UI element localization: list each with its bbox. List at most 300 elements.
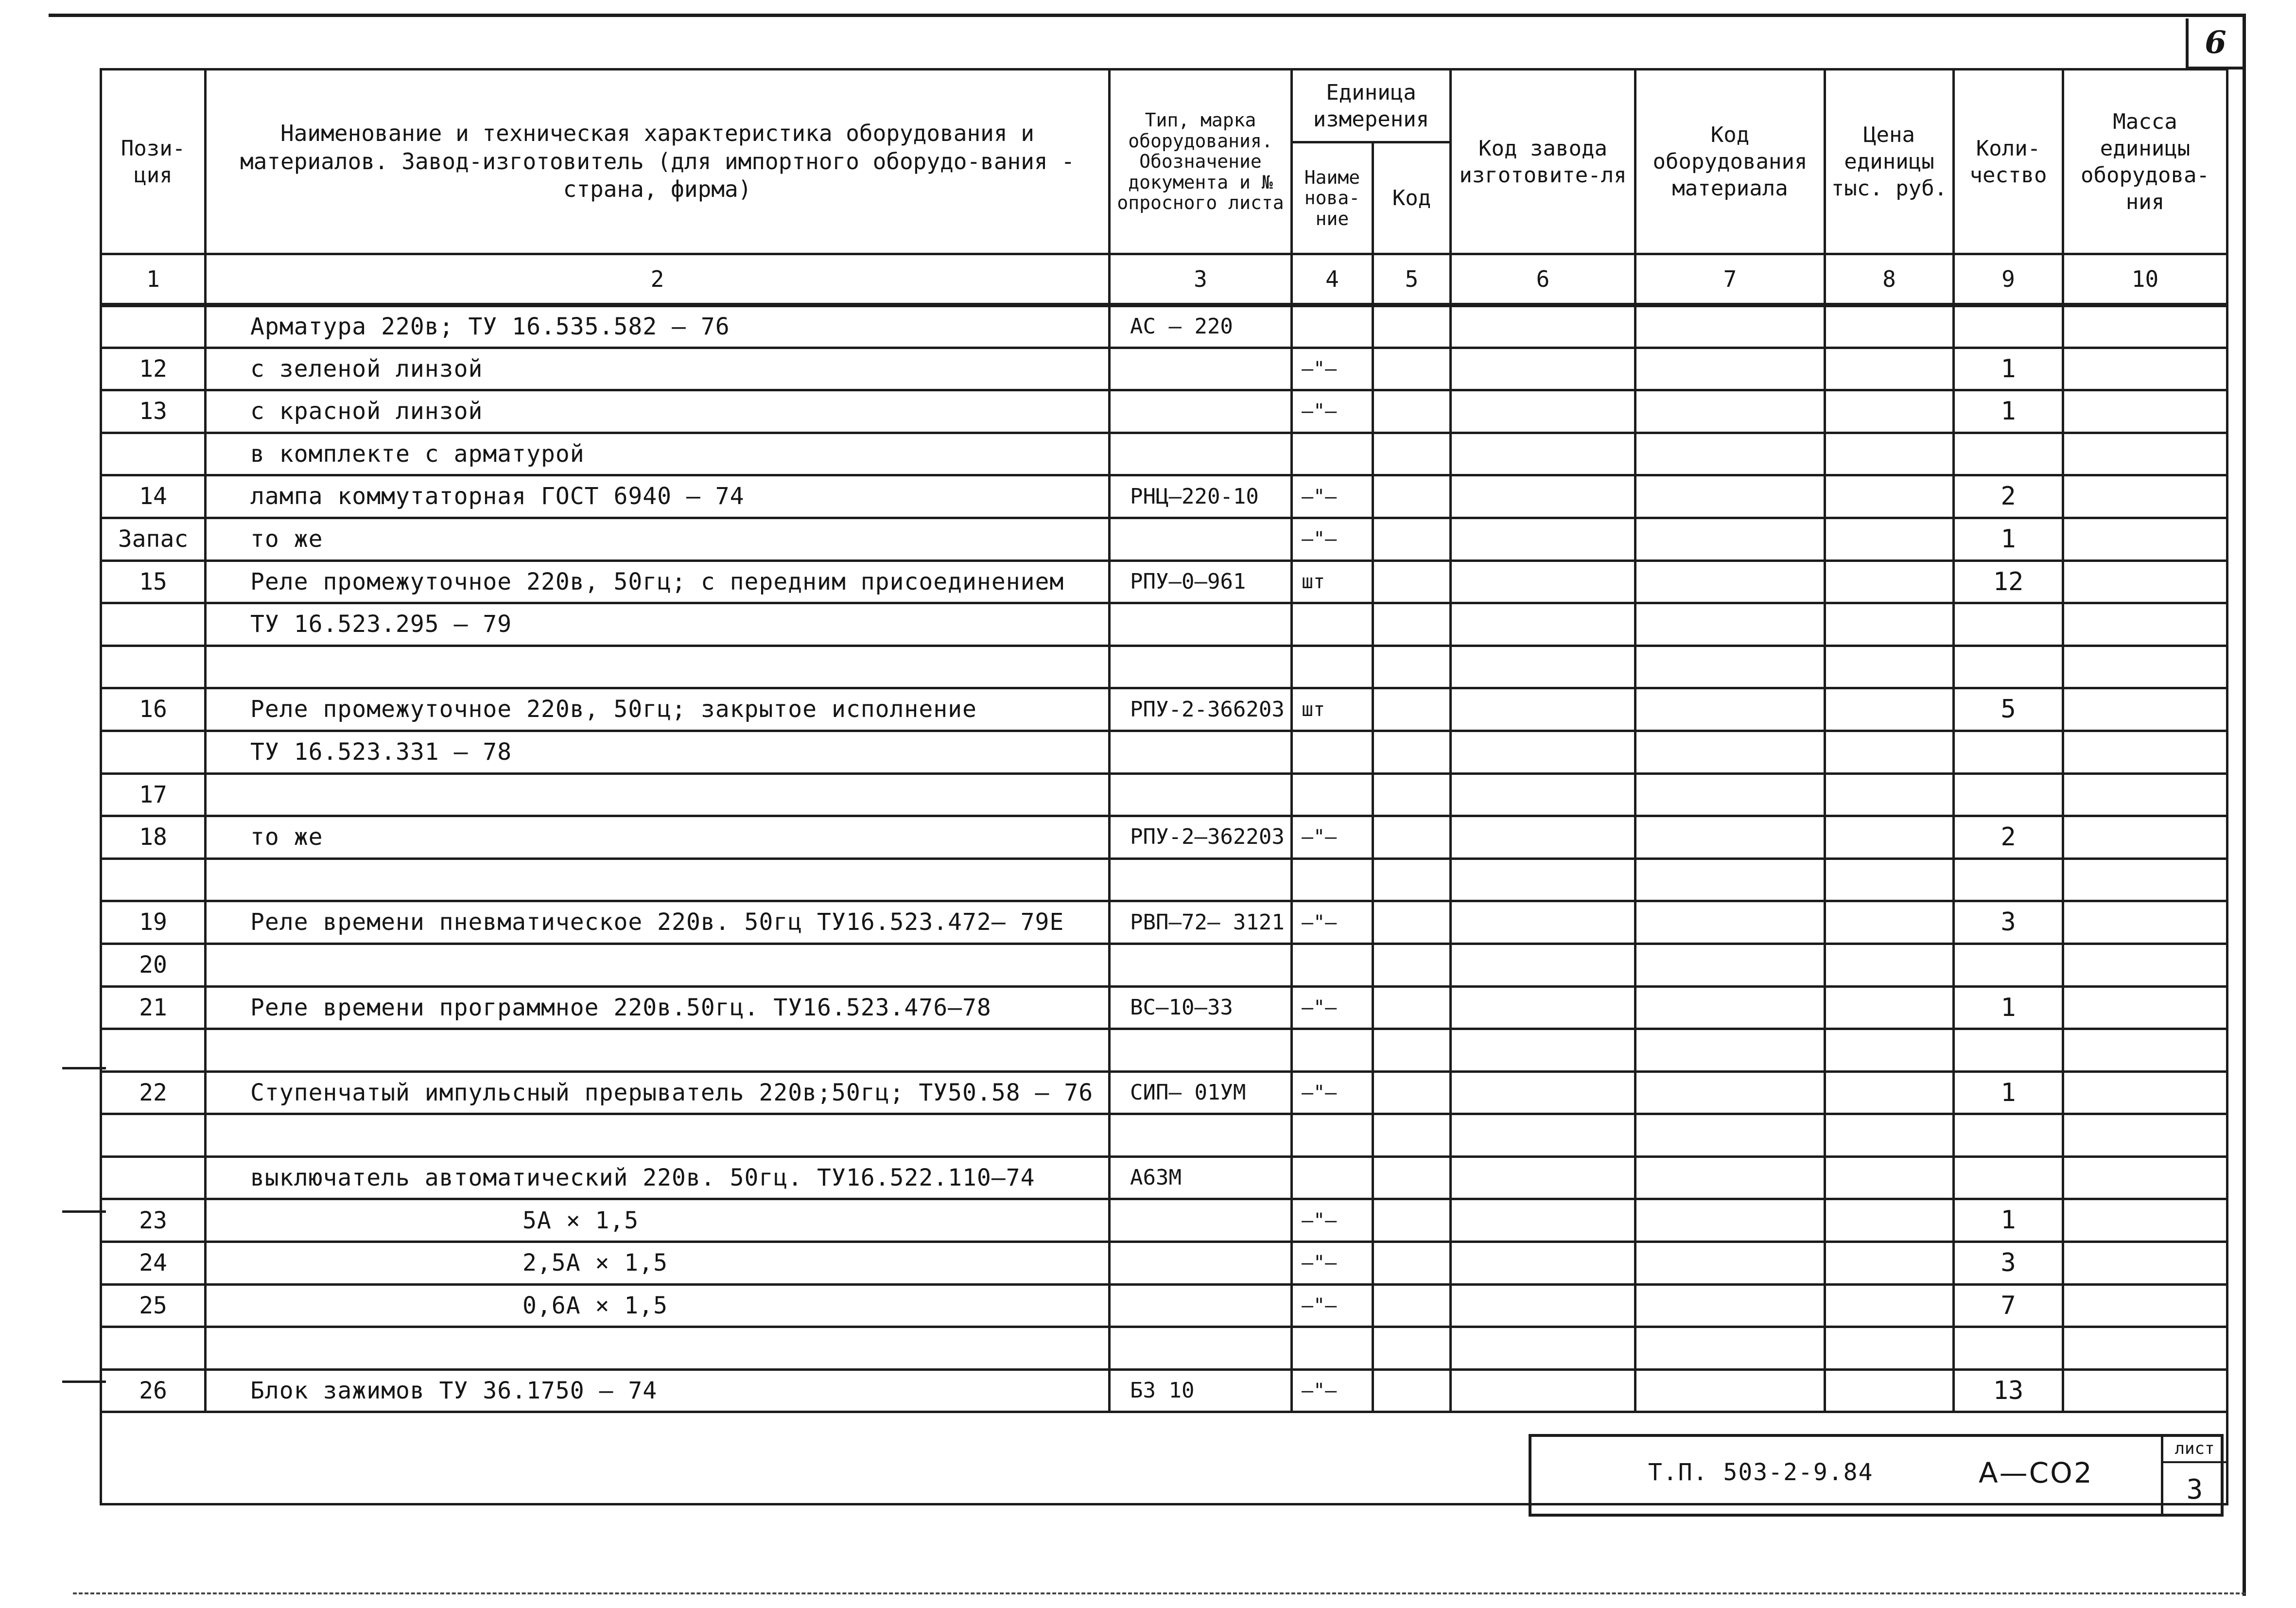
cell-position: 16: [101, 688, 206, 731]
column-number: 10: [2063, 254, 2227, 305]
cell-type: [1110, 646, 1292, 688]
cell-quantity: 1: [1954, 1199, 2063, 1242]
document-code: А—СО2: [1979, 1456, 2093, 1489]
cell-unit-name: [1292, 1029, 1373, 1072]
cell-name: Блок зажимов ТУ 36.1750 — 74: [206, 1369, 1110, 1412]
cell-price: [1825, 1114, 1954, 1157]
cell-factory-code: [1451, 773, 1635, 816]
cell-unit-name: —"—: [1292, 518, 1373, 560]
column-number-row: [101, 254, 2227, 305]
cell-price: [1825, 731, 1954, 773]
cell-factory-code: [1451, 986, 1635, 1029]
sheet-corner-number: 6: [2186, 18, 2243, 70]
column-number: 9: [1954, 254, 2063, 305]
cell-mass: [2063, 518, 2227, 560]
cell-name: в комплекте с арматурой: [206, 433, 1110, 475]
cell-price: [1825, 1156, 1954, 1199]
cell-name: Арматура 220в; ТУ 16.535.582 — 76: [206, 305, 1110, 348]
cell-mass: [2063, 986, 2227, 1029]
cell-unit-name: [1292, 433, 1373, 475]
cell-position: Запас: [101, 518, 206, 560]
cell-factory-code: [1451, 305, 1635, 348]
cell-unit-code: [1373, 816, 1451, 859]
cell-unit-name: —"—: [1292, 816, 1373, 859]
cell-factory-code: [1451, 688, 1635, 731]
cell-equipment-code: [1635, 1071, 1825, 1114]
cell-name: [206, 1327, 1110, 1370]
cell-position: 23: [101, 1199, 206, 1242]
cell-type: [1110, 944, 1292, 986]
cell-equipment-code: [1635, 518, 1825, 560]
cell-name: 2,5А × 1,5: [206, 1242, 1110, 1285]
cell-price: [1825, 475, 1954, 518]
cell-quantity: 3: [1954, 901, 2063, 944]
cell-type: [1110, 348, 1292, 390]
column-number: 3: [1110, 254, 1292, 305]
cell-quantity: [1954, 1156, 2063, 1199]
cell-type: [1110, 1284, 1292, 1327]
cell-price: [1825, 433, 1954, 475]
cell-unit-code: [1373, 1199, 1451, 1242]
cell-unit-name: [1292, 1327, 1373, 1370]
cell-name: Ступенчатый импульсный прерыватель 220в;50гц; ТУ50.58 — 76: [206, 1071, 1110, 1114]
cell-unit-name: —"—: [1292, 1284, 1373, 1327]
cell-type: АС — 220: [1110, 305, 1292, 348]
cell-equipment-code: [1635, 773, 1825, 816]
cell-factory-code: [1451, 433, 1635, 475]
cell-factory-code: [1451, 518, 1635, 560]
cell-mass: [2063, 1029, 2227, 1072]
page-frame-right: [2243, 14, 2246, 1596]
cell-mass: [2063, 390, 2227, 433]
cell-mass: [2063, 475, 2227, 518]
column-number: 8: [1825, 254, 1954, 305]
header-type: Тип, марка оборудования. Обозначение документа и № опросного листа: [1110, 70, 1292, 254]
cell-type: [1110, 1199, 1292, 1242]
table-row: [101, 1242, 2227, 1285]
cell-unit-code: [1373, 1327, 1451, 1370]
cell-factory-code: [1451, 816, 1635, 859]
cell-name: Реле промежуточное 220в, 50гц; закрытое исполнение: [206, 688, 1110, 731]
cell-mass: [2063, 1242, 2227, 1285]
cell-quantity: [1954, 858, 2063, 901]
cell-equipment-code: [1635, 433, 1825, 475]
cell-unit-code: [1373, 348, 1451, 390]
cell-quantity: [1954, 773, 2063, 816]
cell-unit-code: [1373, 475, 1451, 518]
cell-quantity: [1954, 646, 2063, 688]
cell-unit-code: [1373, 1284, 1451, 1327]
table-row: [101, 433, 2227, 475]
column-number: 7: [1635, 254, 1825, 305]
cell-name: лампа коммутаторная ГОСТ 6940 — 74: [206, 475, 1110, 518]
table-row: [101, 646, 2227, 688]
cell-name: ТУ 16.523.295 — 79: [206, 603, 1110, 646]
cell-position: [101, 603, 206, 646]
cell-position: [101, 1156, 206, 1199]
cell-factory-code: [1451, 1369, 1635, 1412]
cell-position: [101, 858, 206, 901]
cell-quantity: [1954, 305, 2063, 348]
cell-unit-name: [1292, 858, 1373, 901]
cell-position: 13: [101, 390, 206, 433]
column-number: 1: [101, 254, 206, 305]
table-row: [101, 518, 2227, 560]
cell-price: [1825, 986, 1954, 1029]
cell-unit-name: —"—: [1292, 901, 1373, 944]
cell-position: [101, 1114, 206, 1157]
column-number: 5: [1373, 254, 1451, 305]
cell-position: 14: [101, 475, 206, 518]
cell-position: [101, 1327, 206, 1370]
cell-name: [206, 646, 1110, 688]
cell-name: Реле времени пневматическое 220в. 50гц ТУ16.523.472— 79Е: [206, 901, 1110, 944]
cell-factory-code: [1451, 1327, 1635, 1370]
cell-mass: [2063, 901, 2227, 944]
cell-equipment-code: [1635, 1029, 1825, 1072]
table-row: [101, 305, 2227, 348]
cell-unit-code: [1373, 433, 1451, 475]
cell-quantity: [1954, 731, 2063, 773]
table-row: [101, 560, 2227, 603]
cell-position: [101, 731, 206, 773]
cell-price: [1825, 1242, 1954, 1285]
sheet-number: 3: [2186, 1474, 2203, 1505]
cell-factory-code: [1451, 1156, 1635, 1199]
table-row: [101, 773, 2227, 816]
page-frame-bottom-dashed: [73, 1592, 2245, 1594]
cell-mass: [2063, 646, 2227, 688]
cell-type: [1110, 433, 1292, 475]
header-price: Цена единицы тыс. руб.: [1825, 70, 1954, 254]
cell-equipment-code: [1635, 731, 1825, 773]
cell-price: [1825, 390, 1954, 433]
table-row: [101, 390, 2227, 433]
cell-unit-code: [1373, 901, 1451, 944]
cell-name: выключатель автоматический 220в. 50гц. ТУ16.522.110—74: [206, 1156, 1110, 1199]
cell-name: 5А × 1,5: [206, 1199, 1110, 1242]
cell-price: [1825, 816, 1954, 859]
cell-factory-code: [1451, 858, 1635, 901]
cell-equipment-code: [1635, 1156, 1825, 1199]
cell-position: 22: [101, 1071, 206, 1114]
cell-position: 26: [101, 1369, 206, 1412]
cell-factory-code: [1451, 1199, 1635, 1242]
cell-price: [1825, 1327, 1954, 1370]
cell-equipment-code: [1635, 390, 1825, 433]
cell-price: [1825, 1071, 1954, 1114]
cell-quantity: [1954, 1114, 2063, 1157]
cell-type: СИП— 01УМ: [1110, 1071, 1292, 1114]
header-factory-code: Код завода изготовите-ля: [1451, 70, 1635, 254]
cell-unit-code: [1373, 1071, 1451, 1114]
cell-price: [1825, 1369, 1954, 1412]
cell-mass: [2063, 433, 2227, 475]
cell-equipment-code: [1635, 305, 1825, 348]
cell-mass: [2063, 1114, 2227, 1157]
cell-position: 24: [101, 1242, 206, 1285]
cell-position: 12: [101, 348, 206, 390]
table-row: [101, 858, 2227, 901]
cell-type: [1110, 518, 1292, 560]
cell-unit-name: —"—: [1292, 1242, 1373, 1285]
cell-unit-code: [1373, 986, 1451, 1029]
cell-equipment-code: [1635, 348, 1825, 390]
cell-type: [1110, 390, 1292, 433]
cell-unit-name: —"—: [1292, 1369, 1373, 1412]
cell-unit-name: —"—: [1292, 475, 1373, 518]
cell-name: Реле промежуточное 220в, 50гц; с передним присоединением: [206, 560, 1110, 603]
cell-quantity: 1: [1954, 1071, 2063, 1114]
equipment-specification-table: [100, 68, 2228, 1505]
table-row: [101, 944, 2227, 986]
table-row: [101, 348, 2227, 390]
cell-mass: [2063, 688, 2227, 731]
cell-name: [206, 1029, 1110, 1072]
cell-mass: [2063, 816, 2227, 859]
cell-unit-code: [1373, 773, 1451, 816]
cell-unit-code: [1373, 305, 1451, 348]
header-equipment-code: Код оборудования материала: [1635, 70, 1825, 254]
title-block: [1529, 1434, 2224, 1517]
cell-factory-code: [1451, 944, 1635, 986]
cell-quantity: 3: [1954, 1242, 2063, 1285]
cell-factory-code: [1451, 1284, 1635, 1327]
header-quantity: Коли-чество: [1954, 70, 2063, 254]
cell-equipment-code: [1635, 475, 1825, 518]
header-unit-name: Наиме нова-ние: [1292, 142, 1373, 254]
cell-quantity: 12: [1954, 560, 2063, 603]
cell-price: [1825, 944, 1954, 986]
header-position: Пози-ция: [101, 70, 206, 254]
cell-quantity: 1: [1954, 518, 2063, 560]
cell-name: с красной линзой: [206, 390, 1110, 433]
table-row: [101, 1071, 2227, 1114]
header-unit-code: Код: [1373, 142, 1451, 254]
cell-unit-name: [1292, 646, 1373, 688]
cell-equipment-code: [1635, 1114, 1825, 1157]
cell-equipment-code: [1635, 901, 1825, 944]
cell-price: [1825, 646, 1954, 688]
cell-type: [1110, 1029, 1292, 1072]
cell-quantity: [1954, 1029, 2063, 1072]
cell-mass: [2063, 1156, 2227, 1199]
cell-factory-code: [1451, 1071, 1635, 1114]
cell-mass: [2063, 603, 2227, 646]
cell-unit-name: [1292, 731, 1373, 773]
cell-quantity: [1954, 944, 2063, 986]
cell-quantity: [1954, 1327, 2063, 1370]
cell-name: с зеленой линзой: [206, 348, 1110, 390]
cell-quantity: 2: [1954, 475, 2063, 518]
cell-unit-name: шт: [1292, 688, 1373, 731]
column-number: 6: [1451, 254, 1635, 305]
table-row: [101, 901, 2227, 944]
cell-unit-code: [1373, 1156, 1451, 1199]
cell-unit-code: [1373, 731, 1451, 773]
cell-name: [206, 944, 1110, 986]
cell-equipment-code: [1635, 603, 1825, 646]
cell-equipment-code: [1635, 688, 1825, 731]
cell-type: [1110, 773, 1292, 816]
sheet-box: [2161, 1437, 2226, 1514]
cell-price: [1825, 688, 1954, 731]
cell-factory-code: [1451, 348, 1635, 390]
table-row: [101, 731, 2227, 773]
cell-name: [206, 1114, 1110, 1157]
cell-position: 21: [101, 986, 206, 1029]
cell-unit-name: —"—: [1292, 1071, 1373, 1114]
cell-type: РПУ—0—961: [1110, 560, 1292, 603]
cell-unit-code: [1373, 944, 1451, 986]
table-row: [101, 986, 2227, 1029]
cell-unit-code: [1373, 1114, 1451, 1157]
cell-mass: [2063, 305, 2227, 348]
cell-type: А63М: [1110, 1156, 1292, 1199]
table-row: [101, 1114, 2227, 1157]
table-row: [101, 1029, 2227, 1072]
cell-type: [1110, 731, 1292, 773]
cell-type: РПУ-2-366203: [1110, 688, 1292, 731]
cell-type: РПУ-2—362203: [1110, 816, 1292, 859]
cell-price: [1825, 901, 1954, 944]
cell-unit-name: —"—: [1292, 1199, 1373, 1242]
cell-unit-code: [1373, 1242, 1451, 1285]
cell-type: РВП—72— 3121: [1110, 901, 1292, 944]
cell-position: 20: [101, 944, 206, 986]
cell-quantity: 7: [1954, 1284, 2063, 1327]
cell-mass: [2063, 944, 2227, 986]
cell-factory-code: [1451, 731, 1635, 773]
table-row: [101, 1327, 2227, 1370]
cell-factory-code: [1451, 560, 1635, 603]
cell-mass: [2063, 731, 2227, 773]
cell-unit-code: [1373, 390, 1451, 433]
cell-unit-code: [1373, 1029, 1451, 1072]
cell-type: Б3 10: [1110, 1369, 1292, 1412]
cell-price: [1825, 773, 1954, 816]
cell-price: [1825, 348, 1954, 390]
cell-unit-code: [1373, 858, 1451, 901]
cell-type: [1110, 1242, 1292, 1285]
cell-equipment-code: [1635, 986, 1825, 1029]
cell-unit-name: —"—: [1292, 390, 1373, 433]
cell-name: ТУ 16.523.331 — 78: [206, 731, 1110, 773]
cell-unit-code: [1373, 603, 1451, 646]
column-number: 4: [1292, 254, 1373, 305]
cell-position: 17: [101, 773, 206, 816]
cell-equipment-code: [1635, 1199, 1825, 1242]
cell-name: [206, 858, 1110, 901]
cell-equipment-code: [1635, 1284, 1825, 1327]
cell-factory-code: [1451, 646, 1635, 688]
cell-price: [1825, 1284, 1954, 1327]
cell-unit-name: [1292, 603, 1373, 646]
cell-quantity: 1: [1954, 986, 2063, 1029]
cell-position: [101, 646, 206, 688]
cell-quantity: 1: [1954, 390, 2063, 433]
cell-name: Реле времени программное 220в.50гц. ТУ16.523.476—78: [206, 986, 1110, 1029]
table-row: [101, 816, 2227, 859]
project-designation: Т.П. 503-2-9.84: [1648, 1459, 1874, 1486]
cell-factory-code: [1451, 1242, 1635, 1285]
cell-unit-code: [1373, 518, 1451, 560]
cell-mass: [2063, 1327, 2227, 1370]
specification-rows: [101, 305, 2227, 1412]
cell-position: [101, 1029, 206, 1072]
cell-unit-name: [1292, 773, 1373, 816]
cell-position: 18: [101, 816, 206, 859]
cell-price: [1825, 305, 1954, 348]
table-row: [101, 688, 2227, 731]
column-number: 2: [206, 254, 1110, 305]
table-row: [101, 1199, 2227, 1242]
cell-equipment-code: [1635, 944, 1825, 986]
cell-position: 19: [101, 901, 206, 944]
cell-type: [1110, 603, 1292, 646]
cell-unit-name: —"—: [1292, 986, 1373, 1029]
cell-unit-name: —"—: [1292, 348, 1373, 390]
header-mass: Масса единицы оборудова-ния: [2063, 70, 2227, 254]
header-name: Наименование и техническая характеристика оборудования и материалов. Завод-изготовитель (для импортного оборудо-вания - страна, фирма): [206, 70, 1110, 254]
cell-equipment-code: [1635, 1369, 1825, 1412]
cell-quantity: 13: [1954, 1369, 2063, 1412]
cell-equipment-code: [1635, 858, 1825, 901]
cell-unit-name: [1292, 944, 1373, 986]
table-row: [101, 1156, 2227, 1199]
cell-unit-code: [1373, 646, 1451, 688]
page-frame-top: [49, 14, 2245, 17]
sheet-label: лист: [2163, 1439, 2226, 1463]
cell-equipment-code: [1635, 560, 1825, 603]
cell-factory-code: [1451, 1114, 1635, 1157]
cell-price: [1825, 1029, 1954, 1072]
cell-mass: [2063, 1284, 2227, 1327]
cell-equipment-code: [1635, 646, 1825, 688]
cell-unit-code: [1373, 560, 1451, 603]
table-row: [101, 603, 2227, 646]
cell-price: [1825, 518, 1954, 560]
cell-type: ВС—10—33: [1110, 986, 1292, 1029]
cell-equipment-code: [1635, 816, 1825, 859]
cell-unit-name: [1292, 1114, 1373, 1157]
cell-mass: [2063, 560, 2227, 603]
cell-name: [206, 773, 1110, 816]
cell-mass: [2063, 773, 2227, 816]
cell-mass: [2063, 348, 2227, 390]
cell-unit-code: [1373, 1369, 1451, 1412]
cell-mass: [2063, 1071, 2227, 1114]
cell-factory-code: [1451, 390, 1635, 433]
cell-unit-name: [1292, 1156, 1373, 1199]
cell-quantity: 2: [1954, 816, 2063, 859]
cell-position: [101, 433, 206, 475]
cell-factory-code: [1451, 603, 1635, 646]
cell-quantity: [1954, 603, 2063, 646]
cell-equipment-code: [1635, 1327, 1825, 1370]
cell-type: РНЦ—220-10: [1110, 475, 1292, 518]
cell-type: [1110, 1327, 1292, 1370]
cell-price: [1825, 560, 1954, 603]
cell-unit-name: [1292, 305, 1373, 348]
header-unit-group: Единица измерения: [1292, 70, 1451, 142]
cell-name: 0,6А × 1,5: [206, 1284, 1110, 1327]
cell-unit-name: шт: [1292, 560, 1373, 603]
cell-mass: [2063, 1369, 2227, 1412]
cell-position: 25: [101, 1284, 206, 1327]
cell-equipment-code: [1635, 1242, 1825, 1285]
cell-name: то же: [206, 816, 1110, 859]
